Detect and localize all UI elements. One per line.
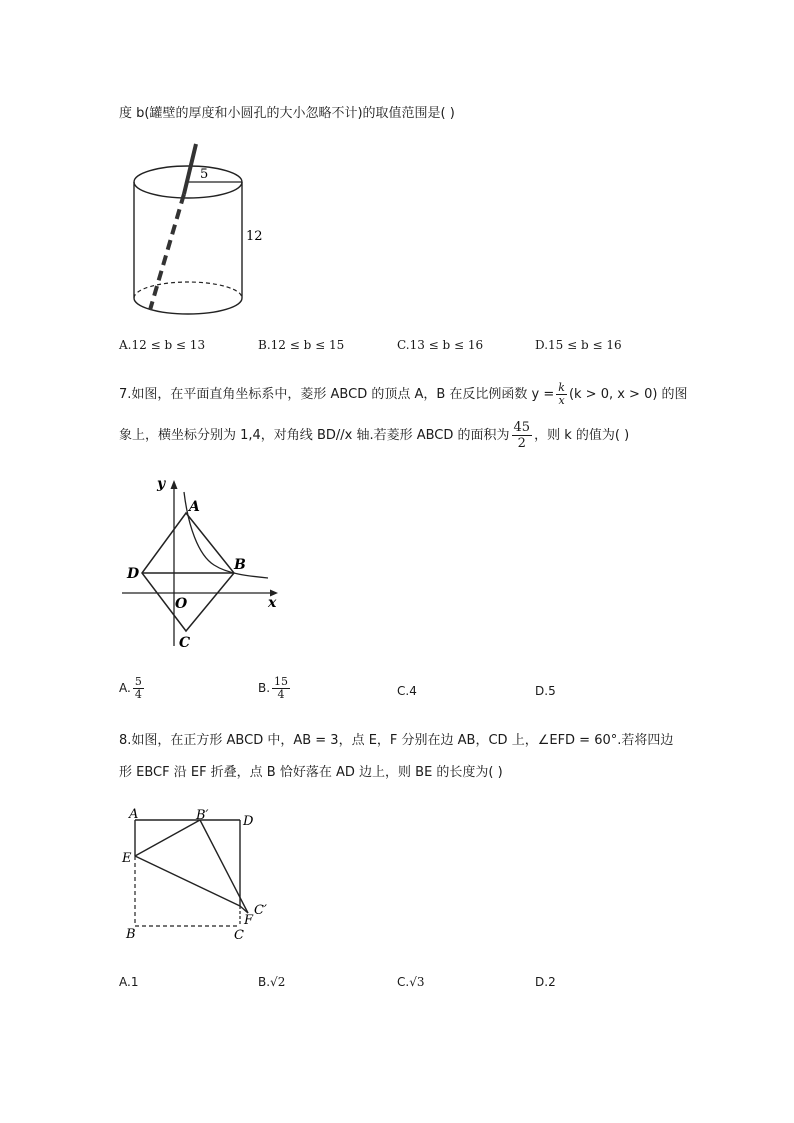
q7-label-y: y [157, 476, 166, 492]
q7-option-a[interactable]: A. $\frac{5}{4}$ [119, 675, 142, 701]
q7-stem-line2: 象上，横坐标分别为 1,4，对角线 BD//x 轴.若菱形 ABCD 的面积为 $\frac{45}{2}$ ，则 k 的值为( ) [119, 420, 630, 451]
q8-square-fold-figure [118, 806, 278, 946]
q8-stem-line1: 8.如图，在正方形 ABCD 中，AB = 3，点 E，F 分别在边 AB，CD 上，∠EFD = 60°.若将四边 [119, 733, 674, 748]
q7-area-fraction: $\frac{45}{2}$ [513, 420, 531, 451]
q7-label-x: x [268, 595, 277, 611]
q7-stem-line1: 7.如图，在平面直角坐标系中，菱形 ABCD 的顶点 A，B 在反比例函数 y = $\frac{k}{x}$ (k > 0, x > 0) 的图 [119, 381, 688, 407]
q6-stem-tail: 度 b(罐壁的厚度和小圆孔的大小忽略不计)的取值范围是( ) [119, 106, 455, 121]
q7-option-b[interactable]: B. $\frac{15}{4}$ [258, 675, 289, 701]
q8-label-f: F [244, 913, 254, 928]
q6-option-b[interactable]: B.12 ≤ b ≤ 15 [258, 338, 345, 352]
q6-option-a[interactable]: A.12 ≤ b ≤ 13 [119, 338, 206, 352]
q8-option-b[interactable]: B.√2 [258, 975, 286, 989]
q7-rhombus-figure [118, 470, 288, 655]
q6-option-d[interactable]: D.15 ≤ b ≤ 16 [535, 338, 622, 352]
q8-stem-line2: 形 EBCF 沿 EF 折叠，点 B 恰好落在 AD 边上，则 BE 的长度为( ) [119, 765, 503, 780]
q8-label-e: E [122, 851, 132, 866]
q8-option-c[interactable]: C.√3 [397, 975, 425, 989]
q8-label-c-prime: C′ [254, 903, 267, 918]
q6-option-c[interactable]: C.13 ≤ b ≤ 16 [397, 338, 484, 352]
q7-label-b: B [234, 557, 246, 573]
q8-option-d[interactable]: D.2 [535, 975, 556, 989]
q7-label-d: D [127, 566, 140, 582]
q6-radius-label: 5 [200, 167, 209, 182]
q7-option-c[interactable]: C.4 [397, 684, 417, 698]
q8-label-b-prime: B′ [196, 808, 209, 823]
q6-height-label: 12 [246, 229, 263, 244]
q7-function-fraction: $\frac{k}{x}$ [558, 381, 565, 407]
q8-label-d: D [243, 814, 254, 829]
q7-label-a: A [189, 499, 200, 515]
q8-label-a: A [129, 807, 139, 822]
q8-label-c: C [234, 928, 244, 943]
q8-label-b: B [126, 927, 136, 942]
q8-option-a[interactable]: A.1 [119, 975, 139, 989]
q7-label-o: O [175, 596, 188, 612]
q7-label-c: C [179, 635, 191, 651]
q6-cylinder-figure [118, 140, 278, 325]
q7-option-d[interactable]: D.5 [535, 684, 556, 698]
